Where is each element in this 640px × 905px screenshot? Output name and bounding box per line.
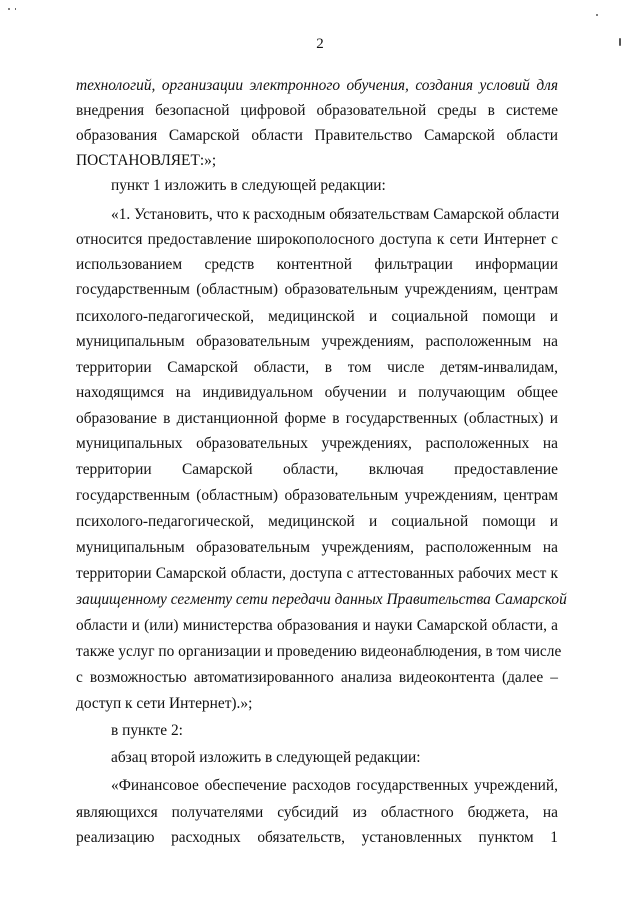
text-line: «Финансовое обеспечение расходов государственных учреждений, — [111, 777, 558, 794]
text-line: образования Самарской области Правительство Самарской области — [76, 127, 558, 144]
text-line: психолого-педагогической, медицинской и социальной помощи и — [76, 513, 558, 530]
text-line: ПОСТАНОВЛЯЕТ:»; — [76, 152, 217, 169]
scan-mark-top-left — [8, 8, 10, 10]
text-line: «1. Установить, что к расходным обязательствам Самарской области — [111, 206, 560, 223]
text-line: внедрения безопасной цифровой образовательной среды в системе — [76, 102, 558, 119]
scan-mark-top-right — [596, 14, 598, 16]
text-line: находящимся на индивидуальном обучении и получающим общее — [76, 384, 558, 401]
text-line: муниципальным образовательным учреждениям, расположенным на — [76, 333, 558, 350]
text-line: муниципальных образовательных учреждениях, расположенных на — [76, 435, 558, 452]
text-line: относится предоставление широкополосного доступа к сети Интернет с — [76, 231, 558, 248]
text-line: с возможностью автоматизированного анализа видеоконтента (далее – — [76, 669, 558, 686]
page-number: 2 — [316, 36, 324, 52]
text-line: также услуг по организации и проведению видеонаблюдения, в том числе — [76, 643, 562, 660]
text-line: области и (или) министерства образования и науки Самарской области, а — [76, 617, 558, 634]
text-line: реализацию расходных обязательств, установленных пунктом 1 — [76, 829, 558, 846]
text-line: территории Самарской области, включая предоставление — [76, 461, 558, 478]
text-line: защищенному сегменту сети передачи данных Правительства Самарской — [76, 591, 567, 608]
text-line: территории Самарской области, в том числе детям-инвалидам, — [76, 359, 558, 376]
scan-mark-top-left-2 — [15, 8, 16, 10]
text-line: психолого-педагогической, медицинской и социальной помощи и — [76, 308, 558, 325]
text-line: в пункте 2: — [111, 722, 183, 739]
text-line: технологий, организации электронного обучения, создания условий для — [76, 77, 558, 94]
text-line: являющихся получателями субсидий из областного бюджета, на — [76, 804, 558, 821]
text-line: доступ к сети Интернет).»; — [76, 695, 253, 712]
text-line: пункт 1 изложить в следующей редакции: — [111, 177, 386, 194]
text-line: территории Самарской области, доступа с аттестованных рабочих мест к — [76, 565, 558, 582]
text-line: государственным (областным) образовательным учреждениям, центрам — [76, 487, 558, 504]
text-line: государственным (областным) образовательным учреждениям, центрам — [76, 281, 558, 298]
text-line: использованием средств контентной фильтрации информации — [76, 256, 558, 273]
text-line: абзац второй изложить в следующей редакции: — [111, 749, 421, 766]
text-line: образование в дистанционной форме в государственных (областных) и — [76, 410, 558, 427]
text-line: муниципальным образовательным учреждениям, расположенным на — [76, 539, 558, 556]
